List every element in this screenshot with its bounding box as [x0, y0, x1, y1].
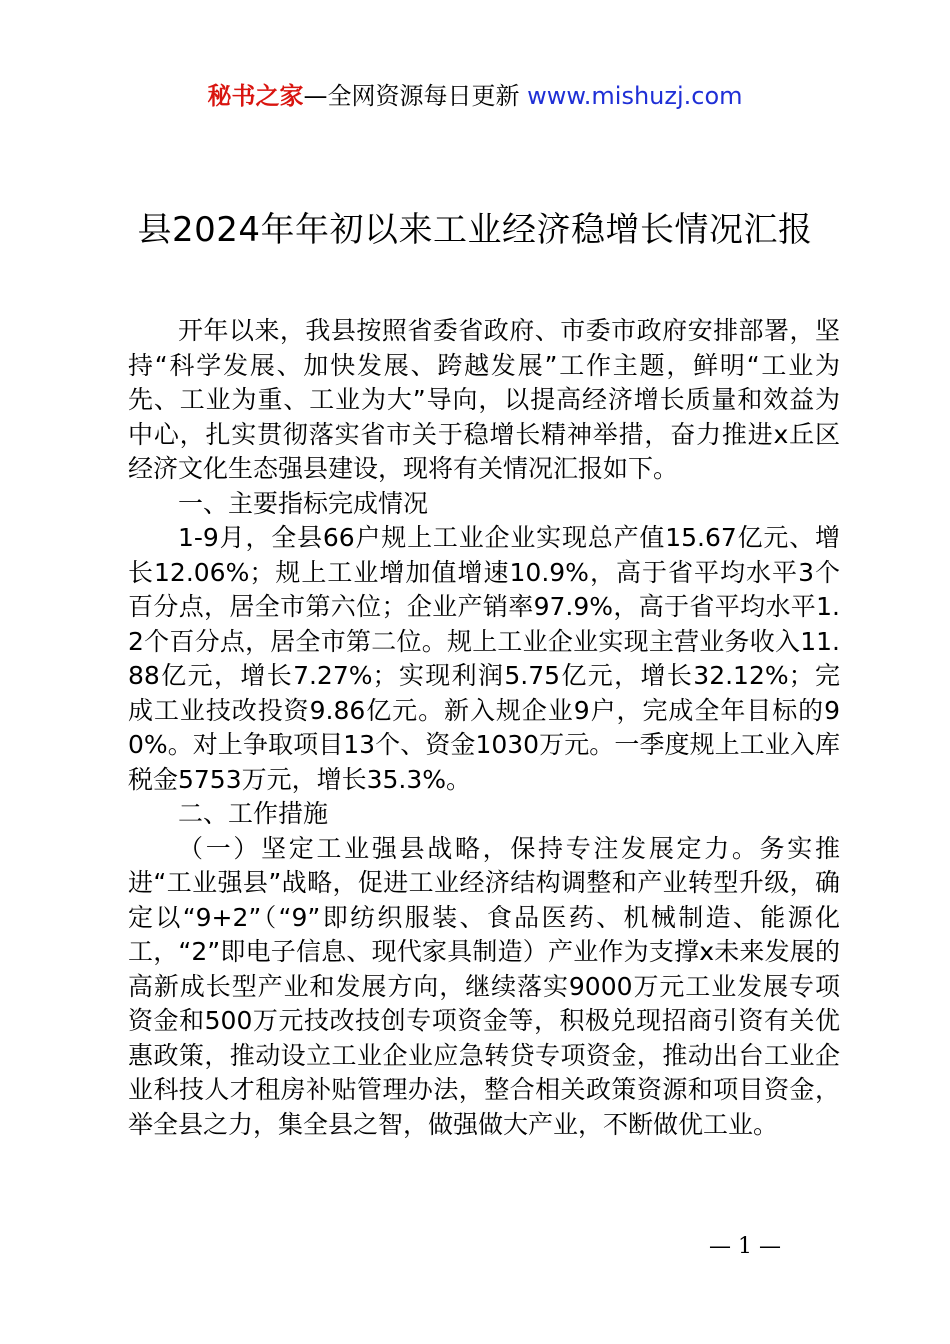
- measures-paragraph: （一）坚定工业强县战略，保持专注发展定力。务实推进“工业强县”战略，促进工业经济结构调整和产业转型升级，确定以“9+2”（“9”即纺织服装、食品医药、机械制造、能源化工，“2”即电子信息、现代家具制造）产业作为支撑x未来发展的高新成长型产业和发展方向，继续落实9000万元工业发展专项资金和500万元技改技创专项资金等，积极兑现招商引资有关优惠政策，推动设立工业企业应急转贷专项资金，推动出台工业企业科技人才租房补贴管理办法，整合相关政策资源和项目资金，举全县之力，集全县之智，做强做大产业，不断做优工业。: [128, 833, 840, 1139]
- brand-name: 秘书之家: [207, 82, 304, 110]
- page-number: — 1 —: [709, 1234, 781, 1259]
- document-body: [128, 314, 840, 1142]
- section-heading-measures: 二、工作措施: [178, 799, 329, 828]
- site-url: www.mishuzj.com: [527, 82, 743, 110]
- section-heading-indicators: 一、主要指标完成情况: [178, 488, 429, 518]
- intro-paragraph: 开年以来，我县按照省委省政府、市委市政府安排部署，坚持“科学发展、加快发展、跨越发展”工作主题，鲜明“工业为先、工业为重、工业为大”导向，以提高经济增长质量和效益为中心，扎实贯彻落实省市关于稳增长精神举措，奋力推进x丘区经济文化生态强县建设，现将有关情况汇报如下。: [128, 316, 840, 483]
- indicators-paragraph: 1-9月，全县66户规上工业企业实现总产值15.67亿元、增长12.06%；规上工业增加值增速10.9%，高于省平均水平3个百分点，居全市第六位；企业产销率97.9%，高于省平均水平1.2个百分点，居全市第二位。规上工业企业实现主营业务收入11.88亿元，增长7.27%；实现利润5.75亿元，增长32.12%；完成工业技改投资9.86亿元。新入规企业9户，完成全年目标的90%。对上争取项目13个、资金1030万元。一季度规上工业入库税金5753万元，增长35.3%。: [128, 523, 840, 794]
- brand-slogan: —全网资源每日更新: [303, 82, 520, 110]
- document-title: 县2024年年初以来工业经济稳增长情况汇报: [137, 210, 813, 250]
- site-watermark-header: [0, 80, 950, 112]
